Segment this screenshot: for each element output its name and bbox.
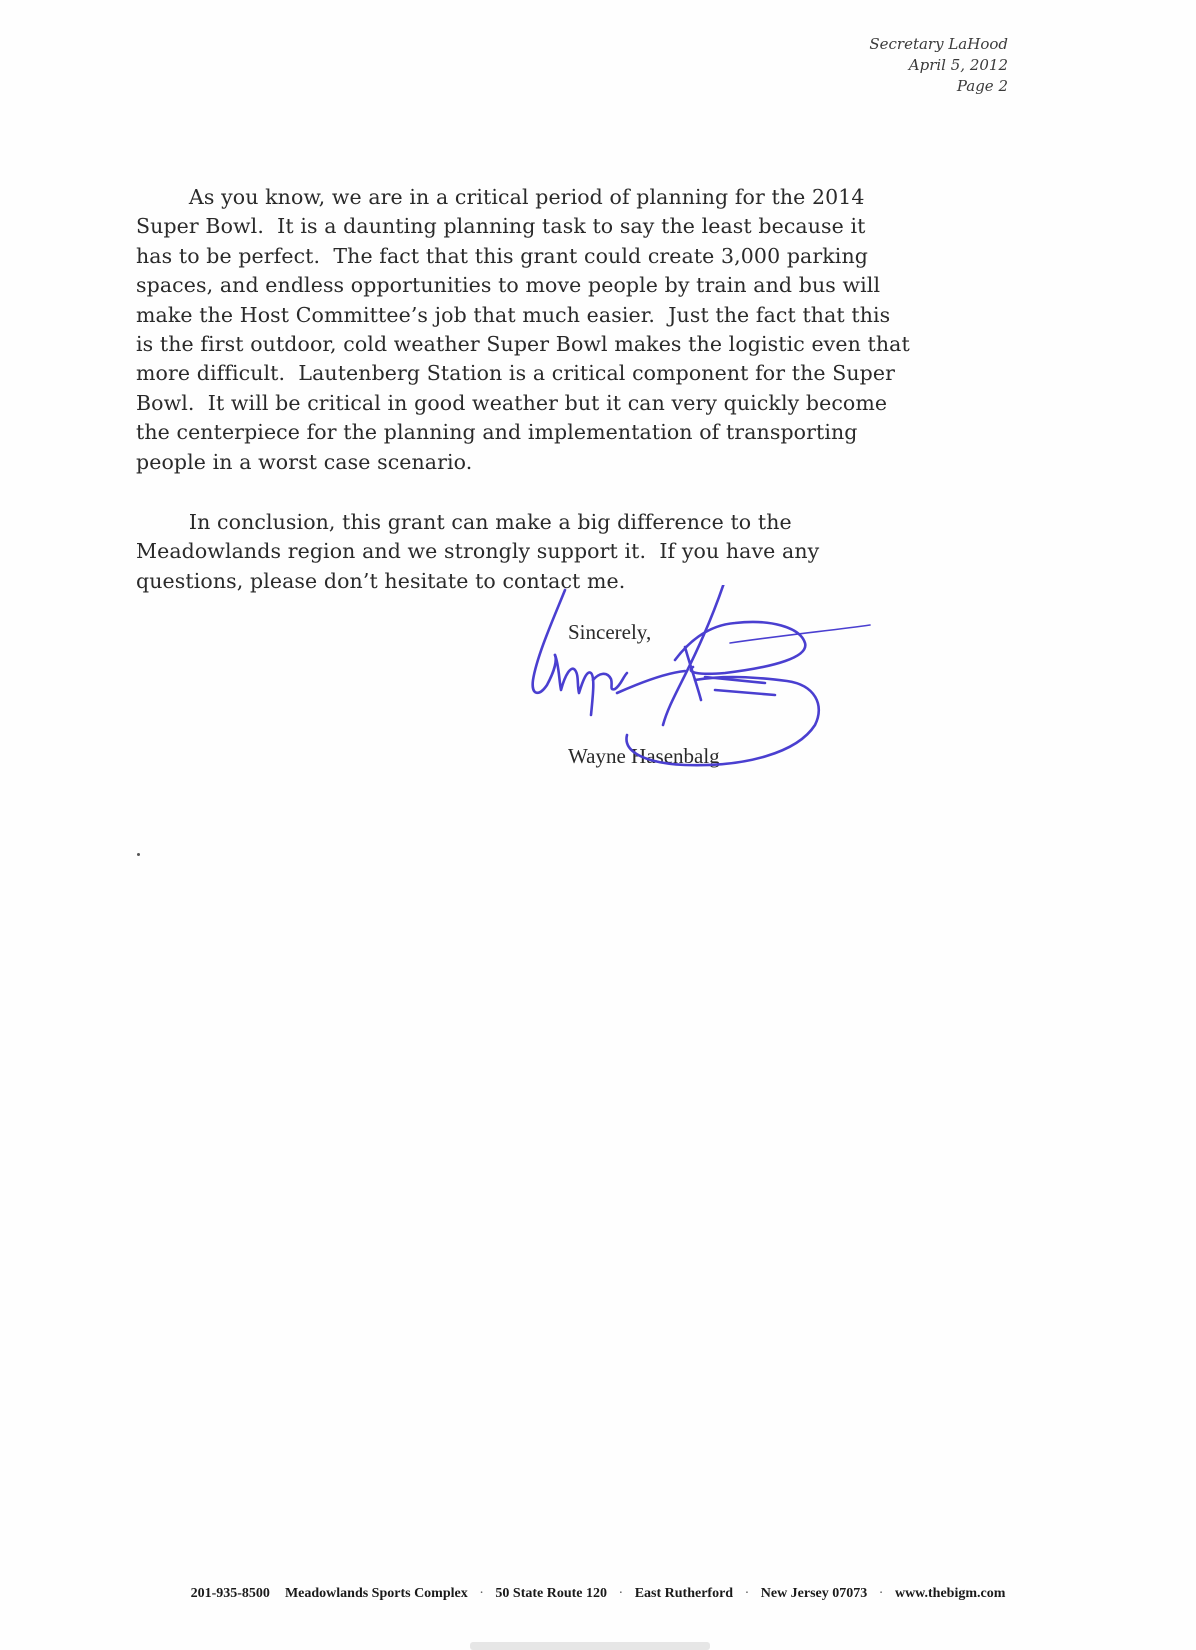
signer-name: Wayne Hasenbalg — [568, 744, 720, 768]
paragraph-line: questions, please don’t hesitate to contact me. — [136, 568, 626, 593]
paragraph-line: As you know, we are in a critical period of planning for the 2014 — [136, 185, 865, 209]
separator-dot-icon: · — [744, 1586, 750, 1601]
header-page-number: Page 2 — [956, 77, 1008, 95]
footer-venue: Meadowlands Sports Complex — [284, 1586, 468, 1601]
paragraph-line: is the first outdoor, cold weather Super Bowl makes the logistic even that — [136, 332, 910, 357]
separator-dot-icon: · — [878, 1586, 884, 1601]
paragraph-line: make the Host Committee’s job that much easier. Just the fact that this — [136, 302, 891, 327]
letterhead-footer — [0, 1586, 1196, 1602]
scan-artifact — [470, 1642, 710, 1650]
paragraph-line: the centerpiece for the planning and implementation of transporting — [136, 420, 858, 445]
separator-dot-icon: · — [618, 1586, 624, 1601]
paragraph-2 — [136, 508, 1016, 596]
header-date: April 5, 2012 — [908, 56, 1008, 74]
paragraph-line: spaces, and endless opportunities to move people by train and bus will — [136, 273, 881, 298]
footer-city: East Rutherford — [634, 1586, 734, 1601]
stray-mark — [137, 853, 140, 856]
paragraph-line: more difficult. Lautenberg Station is a critical component for the Super — [136, 361, 896, 386]
paragraph-line: Meadowlands region and we strongly support it. If you have any — [136, 539, 820, 564]
footer-phone: 201-935-8500 — [190, 1586, 270, 1601]
paragraph-line: In conclusion, this grant can make a big difference to the — [136, 510, 792, 534]
handwritten-signature — [525, 585, 925, 810]
closing-salutation: Sincerely, — [568, 620, 652, 644]
footer-state-zip: New Jersey 07073 — [760, 1586, 868, 1601]
paragraph-1 — [136, 183, 1016, 477]
header-recipient: Secretary LaHood — [869, 35, 1008, 53]
footer-website: www.thebigm.com — [894, 1586, 1006, 1601]
paragraph-line: people in a worst case scenario. — [136, 449, 473, 474]
separator-dot-icon: · — [479, 1586, 484, 1601]
paragraph-line: has to be perfect. The fact that this grant could create 3,000 parking — [136, 243, 868, 268]
page-header — [608, 34, 1008, 97]
footer-street: 50 State Route 120 — [495, 1586, 608, 1601]
paragraph-line: Bowl. It will be critical in good weather but it can very quickly become — [136, 390, 888, 415]
paragraph-line: Super Bowl. It is a daunting planning task to say the least because it — [136, 214, 866, 239]
